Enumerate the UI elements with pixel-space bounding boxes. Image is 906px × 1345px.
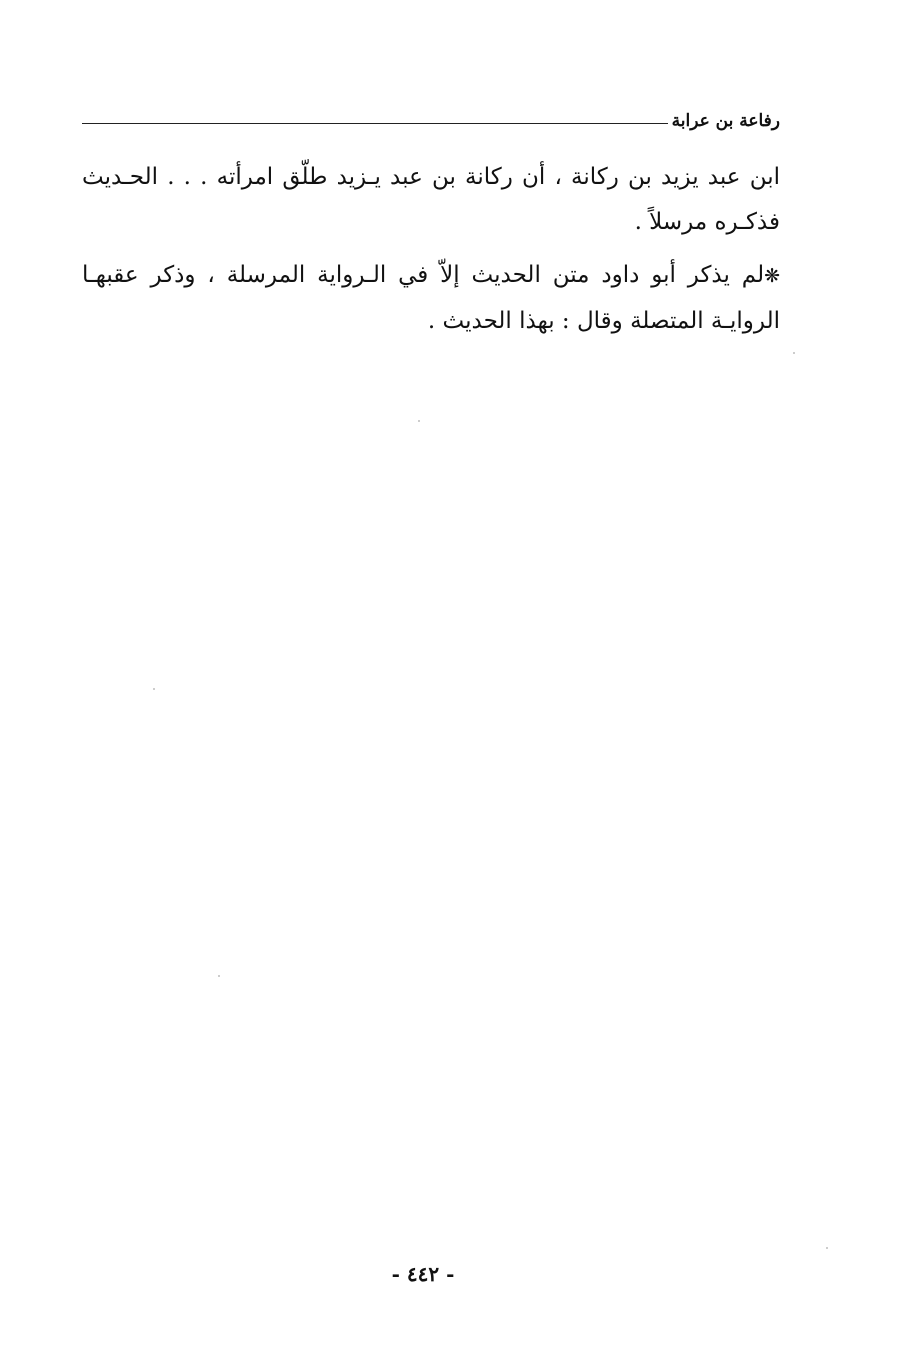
scan-speck (826, 1247, 828, 1249)
page-number: - ٤٤٢ - (391, 1262, 455, 1286)
scan-speck (793, 352, 795, 354)
paragraph-1: ابن عبد يزيد بن ركانة ، أن ركانة بن عبد يـزيد طلّق امرأته . . . الحـديث فذكـره مرسلاً . (82, 164, 780, 235)
running-header (82, 100, 780, 130)
paragraph-2-note (82, 253, 780, 344)
scan-speck (218, 975, 220, 977)
main-text (82, 155, 780, 352)
paragraph-2: لم يذكر أبو داود متن الحديث إلاّ في الـرواية المرسلة ، وذكر عقبهـا الروايـة المتصلة وقال : بهذا الحديث . (82, 262, 780, 334)
header-title: رفاعة بن عرابة (671, 111, 780, 131)
scan-speck (153, 688, 155, 690)
scan-speck (418, 420, 420, 422)
header-rule (82, 123, 668, 124)
note-marker-icon: ❋ (764, 265, 780, 287)
